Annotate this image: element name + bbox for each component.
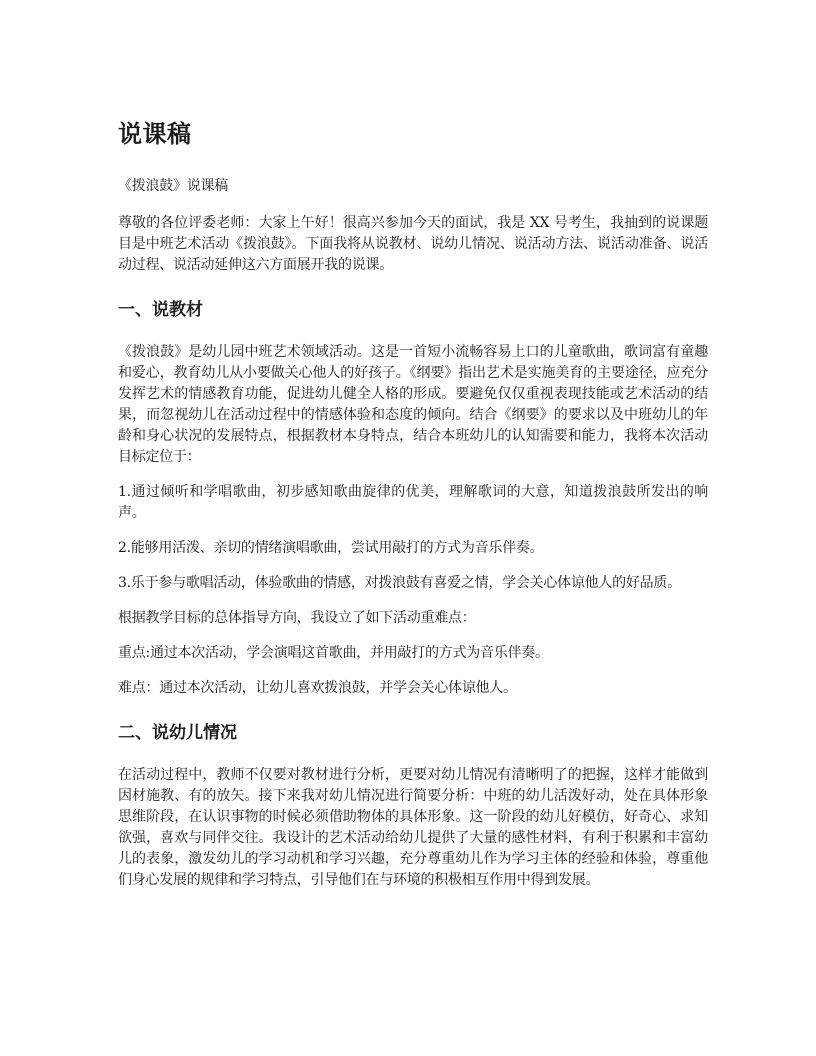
section-heading-children-situation: 二、说幼儿情况	[118, 723, 237, 743]
section-heading-teaching-material: 一、说教材	[118, 300, 203, 320]
section-paragraph: 重点:通过本次活动，学会演唱这首歌曲，并用敲打的方式为音乐伴奏。	[118, 645, 549, 661]
section-paragraph: 难点：通过本次活动，让幼儿喜欢拨浪鼓，并学会关心体谅他人。	[118, 680, 517, 696]
intro-paragraph: 尊敬的各位评委老师：大家上午好！很高兴参加今天的面试，我是 XX 号考生，我抽到的说课题目是中班艺术活动《拨浪鼓》。下面我将从说教材、说幼儿情况、说活动方法、说活动准备、说活动过程、说活动延伸这六方面展开我的说课。	[118, 215, 708, 273]
section-paragraph: 1.通过倾听和学唱歌曲，初步感知歌曲旋律的优美，理解歌词的大意，知道拨浪鼓所发出的响声。	[118, 484, 708, 521]
section-paragraph: 根据教学目标的总体指导方向，我设立了如下活动重难点：	[118, 610, 476, 626]
document-subtitle: 《拨浪鼓》说课稿	[118, 178, 228, 194]
section-paragraph: 在活动过程中，教师不仅要对教材进行分析，更要对幼儿情况有清晰明了的把握，这样才能做到因材施教、有的放矢。接下来我对幼儿情况进行简要分析：中班的幼儿活泼好动，处在具体形象思维阶段，在认识事物的时候必须借助物体的具体形象。这一阶段的幼儿好模仿，好奇心、求知欲强，喜欢与同伴交往。我设计的艺术活动给幼儿提供了大量的感性材料，有利于积累和丰富幼儿的表象，激发幼儿的学习动机和学习兴趣，充分尊重幼儿作为学习主体的经验和体验，尊重他们身心发展的规律和学习特点，引导他们在与环境的积极相互作用中得到发展。	[118, 767, 708, 888]
section-paragraph: 《拨浪鼓》是幼儿园中班艺术领域活动。这是一首短小流畅容易上口的儿童歌曲，歌词富有童趣和爱心，教育幼儿从小要做关心他人的好孩子。《纲要》指出艺术是实施美育的主要途径，应充分发挥艺术的情感教育功能，促进幼儿健全人格的形成。要避免仅仅重视表现技能或艺术活动的结果，而忽视幼儿在活动过程中的情感体验和态度的倾向。结合《纲要》的要求以及中班幼儿的年龄和身心状况的发展特点，根据教材本身特点，结合本班幼儿的认知需要和能力，我将本次活动目标定位于：	[118, 344, 708, 465]
section-paragraph: 2.能够用活泼、亲切的情绪演唱歌曲，尝试用敲打的方式为音乐伴奏。	[118, 540, 544, 556]
document-title: 说课稿	[118, 120, 192, 148]
section-paragraph: 3.乐于参与歌唱活动，体验歌曲的情感，对拨浪鼓有喜爱之情，学会关心体谅他人的好品质。	[118, 575, 681, 591]
document-body	[118, 118, 708, 905]
